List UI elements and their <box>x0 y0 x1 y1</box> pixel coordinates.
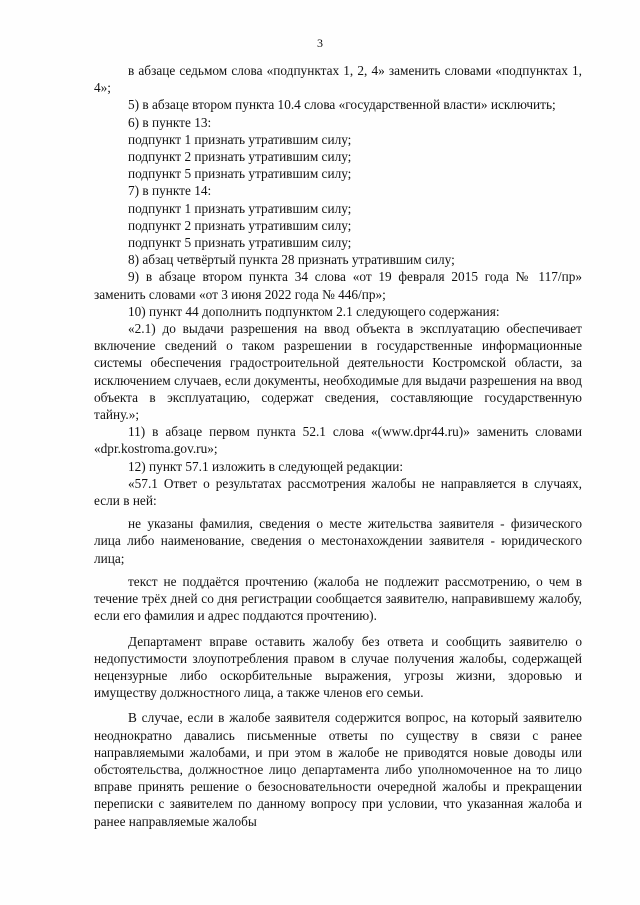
paragraph: «2.1) до выдачи разрешения на ввод объекта в эксплуатацию обеспечивает включение сведений о таком разрешении в государственные информационные системы обеспечения градостроительной деятельности Костромской области, за исключением случаев, если документы, необходимые для выдачи разрешения на ввод объекта в эксплуатацию, содержат сведения, составляющие государственную тайну.»; <box>94 321 582 423</box>
paragraph: В случае, если в жалобе заявителя содержится вопрос, на который заявителю неоднократно давались письменные ответы по существу в связи с ранее направляемыми жалобами, и при этом в жалобе не приводятся новые доводы или обстоятельства, должностное лицо департамента либо уполномоченное на то лицо вправе принять решение о безосновательности очередной жалобы и прекращении переписки с заявителем по данному вопросу при условии, что указанная жалоба и ранее направляемые жалобы <box>94 710 582 829</box>
paragraph: 5) в абзаце втором пункта 10.4 слова «государственной власти» исключить; <box>128 97 556 113</box>
page-number: 3 <box>317 36 323 50</box>
paragraph: подпункт 1 признать утратившим силу; <box>128 131 352 147</box>
paragraph: текст не поддаётся прочтению (жалоба не подлежит рассмотрению, о чем в течение трёх дней со дня регистрации сообщается заявителю, направившему жалобу, если его фамилия и адрес поддаются прочтению). <box>94 573 582 624</box>
paragraph: подпункт 5 признать утратившим силу; <box>128 235 352 251</box>
paragraph: 8) абзац четвёртый пункта 28 признать утратившим силу; <box>128 252 455 268</box>
paragraph: в абзаце седьмом слова «подпунктах 1, 2, 4» заменить словами «подпунктах 1, 4»; <box>94 63 582 96</box>
paragraph: подпункт 2 признать утратившим силу; <box>128 217 352 233</box>
paragraph: 6) в пункте 13: <box>128 114 212 130</box>
paragraph: 7) в пункте 14: <box>128 183 212 199</box>
paragraph: Департамент вправе оставить жалобу без ответа и сообщить заявителю о недопустимости злоупотребления правом в случае получения жалобы, содержащей нецензурные либо оскорбительные выражения, угрозы жизни, здоровью и имуществу должностного лица, а также членов его семьи. <box>94 633 582 701</box>
paragraph: 10) пункт 44 дополнить подпунктом 2.1 следующего содержания: <box>128 303 500 319</box>
paragraph: 11) в абзаце первом пункта 52.1 слова «(www.dpr44.ru)» заменить словами «dpr.kostroma.gov.ru»; <box>94 424 582 457</box>
paragraph: подпункт 5 признать утратившим силу; <box>128 166 352 182</box>
paragraph: подпункт 2 признать утратившим силу; <box>128 149 352 165</box>
paragraph: 9) в абзаце втором пункта 34 слова «от 19 февраля 2015 года № 117/пр» заменить словами «от 3 июня 2022 года № 446/пр»; <box>94 269 582 302</box>
paragraph: 12) пункт 57.1 изложить в следующей редакции: <box>128 458 404 474</box>
document-body <box>94 62 582 830</box>
paragraph: «57.1 Ответ о результатах рассмотрения жалобы не направляется в случаях, если в ней: <box>94 475 582 509</box>
paragraph: подпункт 1 признать утратившим силу; <box>128 200 352 216</box>
paragraph: не указаны фамилия, сведения о месте жительства заявителя - физического лица либо наименование, сведения о местонахождении заявителя - юридического лица; <box>94 516 582 566</box>
